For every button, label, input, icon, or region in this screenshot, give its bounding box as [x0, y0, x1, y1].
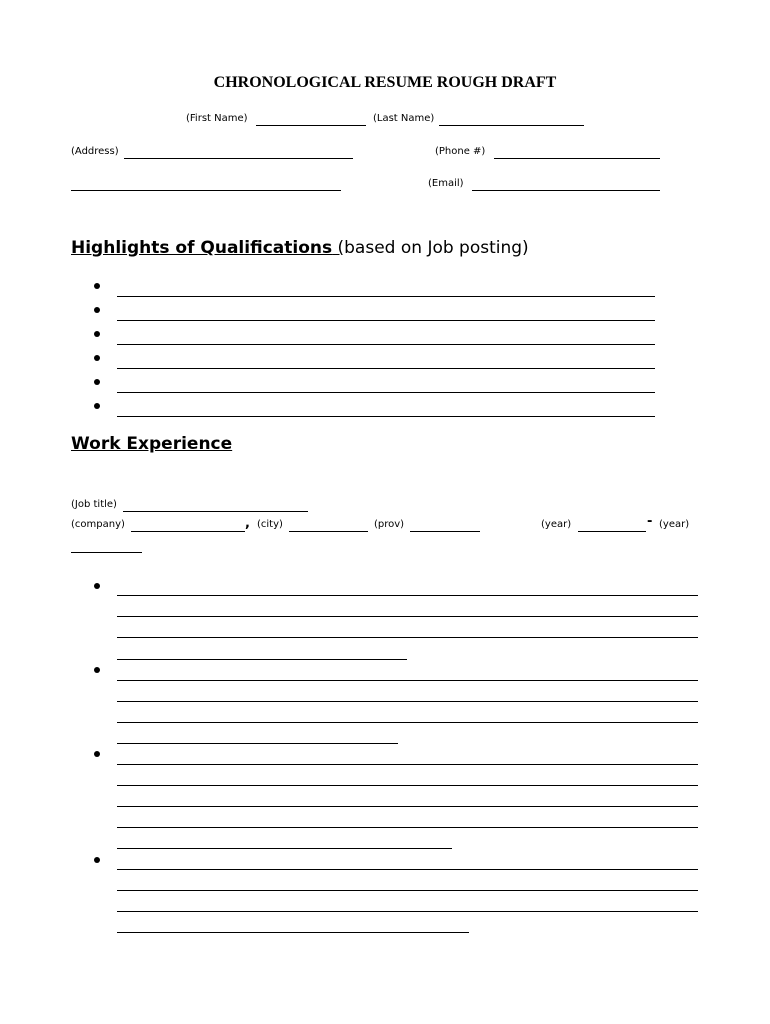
year-start-line[interactable] [578, 531, 646, 532]
prov-line[interactable] [410, 531, 480, 532]
year-dash: - [647, 514, 653, 529]
bullet-marker [94, 283, 100, 289]
address-label: (Address) [71, 146, 119, 157]
highlights-title: Highlights of Qualifications [71, 238, 333, 258]
duty-line[interactable] [117, 659, 407, 660]
job-title-label: (Job title) [71, 499, 117, 510]
bullet-marker [94, 583, 100, 589]
duty-line[interactable] [117, 595, 698, 596]
qualification-line-3[interactable] [117, 344, 655, 345]
duty-line[interactable] [117, 848, 452, 849]
bullet-marker [94, 403, 100, 409]
phone-label: (Phone #) [435, 146, 486, 157]
duty-line[interactable] [117, 869, 698, 870]
qualification-line-6[interactable] [117, 416, 655, 417]
duty-line[interactable] [117, 743, 398, 744]
last-name-label: (Last Name) [373, 113, 435, 124]
year-end-line[interactable] [71, 552, 142, 553]
qualification-line-2[interactable] [117, 320, 655, 321]
duty-line[interactable] [117, 827, 698, 828]
duty-line[interactable] [117, 806, 698, 807]
first-name-label: (First Name) [186, 113, 248, 124]
highlights-heading [71, 238, 529, 258]
duty-line[interactable] [117, 680, 698, 681]
last-name-line[interactable] [439, 125, 584, 126]
qualification-line-4[interactable] [117, 368, 655, 369]
company-line[interactable] [131, 531, 245, 532]
bullet-marker [94, 751, 100, 757]
city-label: (city) [257, 519, 283, 530]
duty-line[interactable] [117, 932, 469, 933]
duty-line[interactable] [117, 701, 698, 702]
duty-line[interactable] [117, 764, 698, 765]
email-line[interactable] [472, 190, 660, 191]
highlights-paren-open: ( [337, 238, 345, 258]
duty-line[interactable] [117, 785, 698, 786]
job-title-line[interactable] [123, 511, 308, 512]
bullet-marker [94, 857, 100, 863]
address-line-2[interactable] [71, 190, 341, 191]
duty-line[interactable] [117, 722, 698, 723]
qualification-line-1[interactable] [117, 296, 655, 297]
duty-line[interactable] [117, 911, 698, 912]
year-start-label: (year) [541, 519, 572, 530]
work-heading [71, 434, 232, 454]
document-title: CHRONOLOGICAL RESUME ROUGH DRAFT [213, 74, 557, 91]
email-label: (Email) [428, 178, 464, 189]
bullet-marker [94, 307, 100, 313]
highlights-subtitle: based on Job posting) [344, 238, 529, 258]
first-name-line[interactable] [256, 125, 366, 126]
phone-line[interactable] [494, 158, 660, 159]
bullet-marker [94, 667, 100, 673]
bullet-marker [94, 355, 100, 361]
duty-line[interactable] [117, 637, 698, 638]
duty-line[interactable] [117, 890, 698, 891]
bullet-marker [94, 331, 100, 337]
address-line[interactable] [124, 158, 353, 159]
year-end-label: (year) [659, 519, 690, 530]
company-label: (company) [71, 519, 125, 530]
bullet-marker [94, 379, 100, 385]
work-title: Work Experience [71, 434, 233, 454]
company-comma: , [245, 516, 250, 531]
duty-line[interactable] [117, 616, 698, 617]
qualification-line-5[interactable] [117, 392, 655, 393]
city-line[interactable] [289, 531, 368, 532]
prov-label: (prov) [374, 519, 405, 530]
